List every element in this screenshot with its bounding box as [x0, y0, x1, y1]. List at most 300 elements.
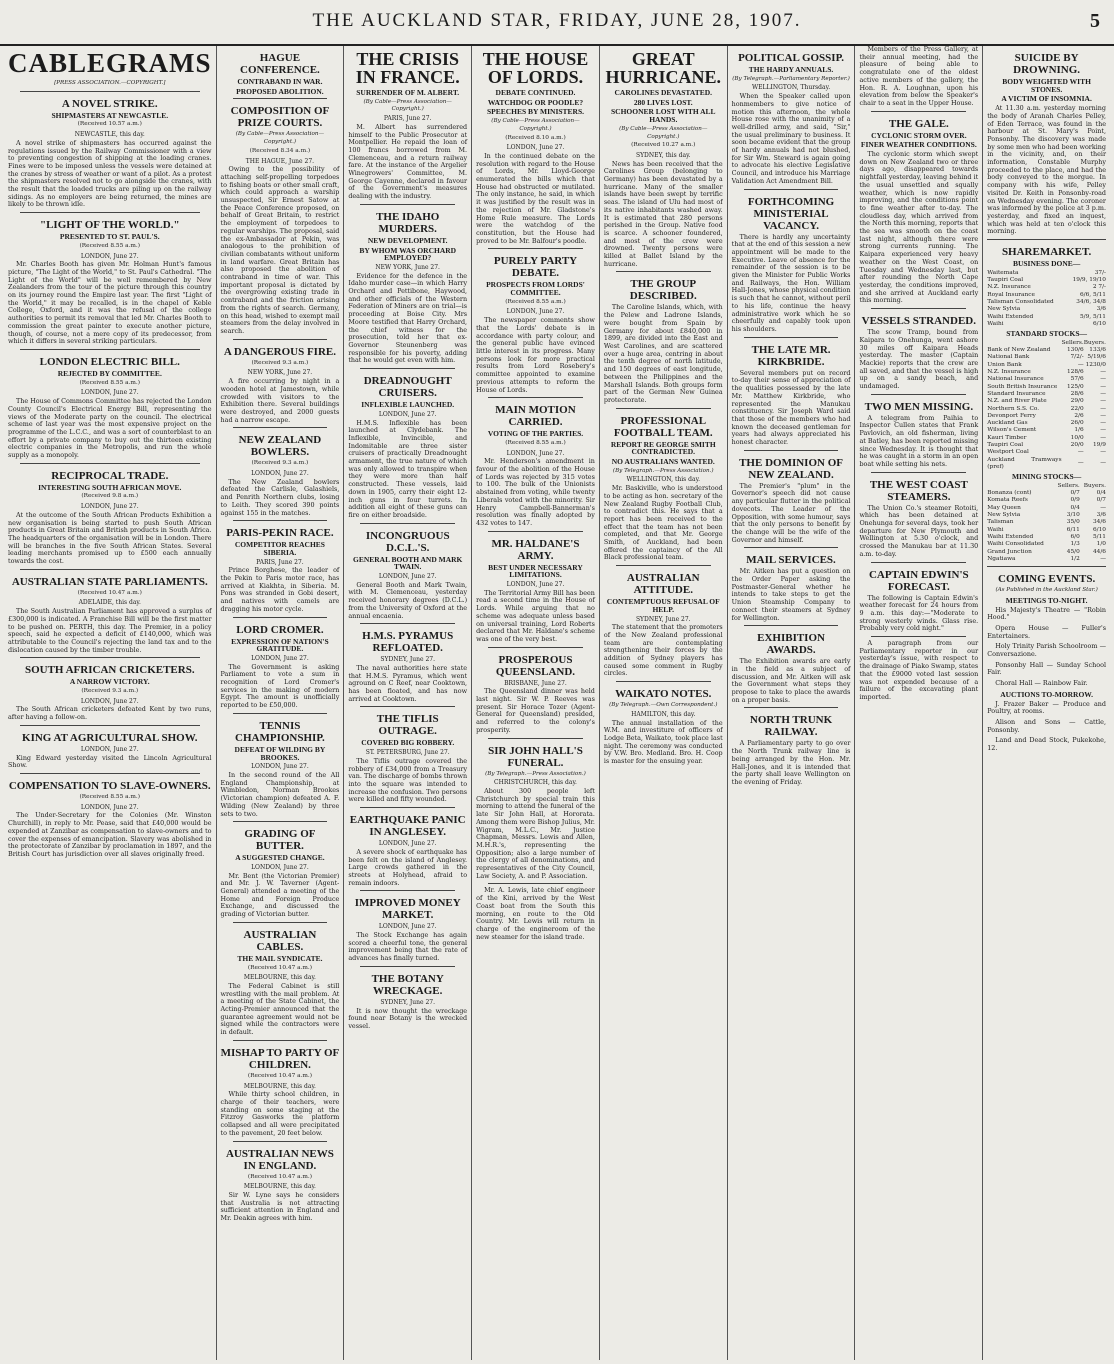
meetings-list: [987, 607, 1106, 688]
story-headline: THE TIFLIS OUTRAGE.: [376, 713, 439, 738]
story-headline: GREAT HURRICANE.: [605, 49, 722, 87]
news-story: [8, 349, 212, 460]
divider: [233, 713, 328, 714]
stock-name: Devonport Ferry: [987, 412, 1036, 419]
stock-price: 130/6: [1066, 347, 1084, 354]
divider: [987, 566, 1106, 567]
stock-price: 0/9: [1070, 497, 1080, 504]
story-headline: THE BOTANY WRECKAGE.: [371, 972, 444, 997]
news-story: [348, 523, 467, 621]
story-headline: AUSTRALIAN NEWS IN ENGLAND.: [225, 1147, 334, 1172]
list-item: Ponsonby Hall — Sunday School Fair.: [987, 660, 1106, 677]
story-received-time: (Received 9.8 a.m.): [81, 493, 139, 500]
story-body: The statement that the promoters of the New Zealand professional team are contemplating strengthening their forces by the addition of Sydney players has caused some comment in Rugby circles.: [603, 623, 723, 678]
story-body: The Government is asking Parliament to vote a sum in recognition of Lord Cromer's services in the making of modern Egypt. The amount is unofficially reported to be £50,000.: [220, 662, 340, 710]
story-subheading: A VICTIM OF INSOMNIA.: [1001, 94, 1092, 104]
story-received-time: (Received 8.55 a.m.): [79, 794, 141, 800]
table-row: [987, 321, 1106, 328]
story-subheading: THE HARDY ANNUALS.: [748, 65, 834, 74]
story-headline: AUSTRALIAN CABLES.: [243, 928, 317, 953]
divider: [871, 472, 966, 473]
news-story: [221, 427, 340, 517]
list-item: Land and Dead Stock, Pukekohe, 12.: [987, 736, 1106, 753]
divider: [20, 463, 200, 464]
divider: [488, 738, 583, 739]
table-row: [987, 442, 1106, 449]
story-subheading: BEST UNDER NECESSARY LIMITATIONS.: [488, 562, 583, 580]
story-headline: EARTHQUAKE PANIC IN ANGLESEY.: [349, 814, 466, 839]
news-story: [348, 368, 467, 520]
story-body: The annual installation of the W.M. and investiture of officers of Lodge Beta, Waikato, took place last night. The ceremony was conducted by V.W. Bro. Medland. Bro. H. Coop is master for the ensuing year.: [603, 718, 723, 766]
table-row: [987, 457, 1106, 472]
story-subheading: NO AUSTRALIANS WANTED.: [611, 457, 715, 467]
news-story: [348, 623, 467, 703]
stock-price: 0/4: [1096, 490, 1106, 497]
story-subheading: EXPRESSION OF NATION'S GRATITUDE.: [231, 636, 329, 654]
story-body: When the Speaker called upon honmembers to give notice of motion this afternoon, the whole House rose with the unanimity of a well-drilled army, and said, "Sir," the usual preliminary to business. It soon became evident that the group of hardy annuals had not blushed, for Sir Wm. Steward is again going to advocate his elective Legislative Council, and introduce his Marriage Validation Act Amendment Bill.: [731, 92, 851, 185]
story-body: The scow Tramp, bound from Kaipara to Onehunga, went ashore 30 miles off Kaipara Heads yesterday. The master (Captain Mackie) reports that the crew are all saved, and that the vessel is high up on a sandy beach, and undamaged.: [859, 328, 979, 391]
story-headline: POLITICAL GOSSIP.: [738, 52, 845, 64]
stock-price: —: [1100, 383, 1106, 390]
table-row: [987, 541, 1106, 548]
story-dateline: LONDON, June 27.: [80, 389, 139, 397]
news-story: [859, 46, 978, 108]
story-body: M. Albert has surrendered himself to the Public Prosecutor at Montpellier. He repaid the loan of 100 francs borrowed from M. Clemenceau, and a return railway fare. At the instance of the Argelier Winegrowers' Committee, M. George Cayenne, declared in favour of the Government's measures dealing with the industry.: [348, 122, 468, 201]
story-body: A telegram from Paihia to Inspector Cullen states that Frank Pavlovich, an old fisherman, living at Batley, has been reported missing since Wednesday. It is thought that he was caught in a storm in an open boat while setting his nets.: [859, 413, 979, 468]
story-headline: PROFESSIONAL FOOTBALL TEAM.: [613, 414, 713, 439]
stock-name: Bonanza (cont): [987, 490, 1032, 497]
news-story: [221, 617, 340, 710]
stock-price: —: [1100, 449, 1106, 456]
table-row: [987, 549, 1106, 556]
divider: [744, 189, 839, 190]
column-header: [987, 340, 1061, 347]
news-story: [476, 248, 595, 394]
stock-name: Royal Insurance: [987, 291, 1035, 298]
divider: [488, 248, 583, 249]
news-story: [8, 98, 212, 209]
press-credit: [PRESS ASSOCIATION.—COPYRIGHT.]: [54, 80, 166, 86]
story-list: [8, 98, 212, 859]
divider: [488, 397, 583, 398]
stock-price: 3/10: [1066, 512, 1080, 519]
story-received-time: (Received 9.3 a.m.): [251, 359, 309, 366]
divider: [360, 807, 455, 808]
story-subheading: FINER WEATHER CONDITIONS.: [860, 140, 977, 150]
story-list: [987, 52, 1106, 236]
story-list: [348, 50, 467, 1031]
story-received-time: (Received 9.3 a.m.): [81, 688, 139, 695]
story-dateline: MELBOURNE, this day.: [243, 974, 316, 982]
divider: [616, 565, 711, 566]
story-body: The Territorial Army Bill has been read a second time in the House of Lords. While arguing that no scheme was adequate unless based on universal training, Lord Roberts declared that Mr. Haldane's scheme was one of the very best.: [476, 588, 595, 643]
story-body: The South African cricketers defeated Kent by two runs, after having a follow-on.: [8, 705, 212, 722]
news-story: [8, 569, 212, 655]
story-subheading: BY WHOM WAS ORCHARD EMPLOYED?: [359, 245, 457, 263]
news-story: [859, 308, 978, 391]
sharemarket-section: [987, 239, 1106, 563]
story-dateline: LONDON, June 27.: [378, 410, 437, 418]
news-story: [604, 50, 723, 268]
stock-price: 0/7: [1070, 490, 1080, 497]
story-received-time: (Received 10.27 a.m.): [631, 142, 696, 149]
news-story: [859, 472, 978, 559]
story-subheading: REJECTED BY COMMITTEE.: [57, 368, 162, 378]
story-body: About 300 people left Christchurch by special train this morning to attend the funeral of the late Sir John Hall, at Hororata. Among them were Bishop Julius, Mr. Wigram, M.L.C., Mr. Justice Chapman, Messrs. Lewis and Allen, M.H.R.'s, representing the Opposition; also a large number of the clergy of all denominations, and representatives of the City Council, Law Society, A. and P. Association.: [476, 787, 595, 880]
news-story: [859, 394, 978, 469]
stock-price: 22/0: [1070, 405, 1084, 412]
stock-price: 1/6: [1074, 427, 1084, 434]
story-headline: LONDON ELECTRIC BILL.: [39, 355, 180, 368]
story-dateline: CHRISTCHURCH, this day.: [494, 779, 577, 787]
stock-price: 57/6: [1070, 376, 1084, 383]
story-headline: LORD CROMER.: [236, 623, 324, 636]
story-subheading: A NARROW VICTORY.: [69, 677, 150, 687]
stock-price: 6/6, 5/11: [1079, 291, 1106, 298]
story-subheading: PRESENTED TO ST. PAUL'S.: [59, 232, 160, 242]
divider: [360, 706, 455, 707]
story-body: Members of the Press Gallery, at their annual meeting, had the pleasure of being able to congratulate one of the oldest active members of the gallery, the Hon. R. A. Loughnan, upon his elevation from below the Speaker's chair to a seat in the Upper House.: [859, 45, 979, 107]
story-body: Evidence for the defence in the Idaho murder case—in which Harry Orchard and Pettibone, Haywood, and other officials of the Western Federation of Miners are on trial—is proceeding at Boise City. Mrs Moore testified that Harry Orchard, the chief witness for the prosecution, told her that ex-Governor Steunenberg was responsible for his poverty, adding that he would get even with him.: [348, 271, 468, 365]
stock-name: Auckland Gas: [987, 420, 1028, 427]
table-row: [987, 306, 1106, 313]
divider: [233, 617, 328, 618]
list-item: Opera House — Fuller's Entertainers.: [987, 623, 1106, 640]
story-headline: HAGUE CONFERENCE.: [240, 52, 320, 76]
story-headline: RECIPROCAL TRADE.: [51, 469, 169, 482]
story-received-time: (Received 8.34 a.m.): [249, 147, 311, 154]
stock-name: Waihi: [987, 320, 1004, 327]
stock-price: —: [1100, 405, 1106, 412]
divider: [871, 394, 966, 395]
stock-price: 20/0: [1070, 442, 1084, 448]
story-dateline: WELLINGTON, this day.: [626, 476, 701, 484]
list-item: Choral Hall — Rainbow Fair.: [995, 679, 1088, 688]
story-body: The following is Captain Edwin's weather forecast for 24 hours from 9 a.m. this day:—"Moderate to strong westerly winds. Glass rise. Probably very cold night.": [859, 593, 979, 633]
stock-price: —: [1077, 460, 1084, 467]
news-story: [859, 111, 978, 305]
news-story: [8, 725, 212, 770]
story-received-time: (Received 10.47 a.m.): [247, 1072, 313, 1079]
story-credit: (By Cable—Press Association—Copyright.): [235, 131, 325, 146]
news-story: [8, 212, 212, 346]
cablegrams-title: CABLEGRAMS: [8, 48, 212, 78]
story-headline: VESSELS STRANDED.: [861, 315, 976, 328]
column-5: [600, 46, 728, 1360]
story-dateline: THE HAGUE, June 27.: [245, 157, 315, 165]
stock-name: Bank of New Zealand: [987, 347, 1051, 354]
story-headline: THE CRISIS IN FRANCE.: [355, 49, 460, 87]
story-dateline: PARIS, June 27.: [383, 115, 432, 123]
story-headline: WAIKATO NOTES.: [615, 688, 712, 701]
story-body: There is hardly any uncertainty that at the end of this session a new appointment will be made to the Executive. Leave of absence for the remainder of the session is to be given the Minister for Public Works and Railways, the Hon. William Hall-Jones, whose physical condition is such that he cannot, without peril to his life, continue the heavy administrative work which he so cheerfully and capably took upon his shoulders.: [731, 232, 851, 333]
story-body: The newspaper comments show that the Lords' debate is in accordance with party colour, and the general public have evinced little interest in its progress. Many persons look for more practical results from Lord Rosebery's committee appointed to examine previous attempts to reform the House of Lords.: [476, 316, 595, 394]
news-story: [348, 890, 467, 963]
story-body: General Booth and Mark Twain, with M. Clemenceau, yesterday received honorary degrees (D.C.L.) from the University of Oxford at the annual encaenia.: [348, 580, 468, 620]
stock-price: 1/3: [1070, 541, 1080, 548]
stock-price: 6/10: [1092, 526, 1106, 533]
news-story: [476, 50, 595, 245]
table-row: [987, 391, 1106, 398]
divider: [987, 239, 1106, 240]
story-dateline: SYDNEY, this day.: [635, 151, 691, 159]
story-credit: (By Cable—Press Association—Copyright.): [491, 118, 580, 132]
list-item: Holy Trinity Parish Schoolroom — Conversazione.: [987, 642, 1106, 659]
story-received-time: (Received 10.47 a.m.): [77, 589, 142, 596]
story-subheading: INFLEXIBLE LAUNCHED.: [361, 400, 455, 410]
business-done-label: BUSINESS DONE—: [1012, 259, 1081, 269]
story-headline: H.M.S. PYRAMUS REFLOATED.: [362, 630, 454, 655]
story-credit: (By Telegraph.—Press Association.): [485, 770, 586, 777]
news-story: [221, 339, 340, 425]
story-body: Mr. A. Lewis, late chief engineer of the Kini, arrived by the West Coast boat from the South this morning, en route to the Old Country. Mr. Lewis will return in charge of the engineroom of the new steamer for the island trade.: [476, 886, 595, 941]
stock-price: —: [1077, 449, 1084, 456]
table-row: [987, 406, 1106, 413]
table-row: [987, 505, 1106, 512]
story-headline: COMPOSITION OF PRIZE COURTS.: [230, 105, 330, 130]
story-body: Prince Borghese, the leader of the Pekin to Paris motor race, has arrived at Kiakhta, in Siberia. M. Pons was stranded in Gobi desert, and natives with camels are dragging his motor cycle.: [220, 566, 340, 613]
story-dateline: LONDON, June 27.: [378, 573, 437, 581]
divider: [233, 1040, 328, 1041]
news-story: [348, 966, 467, 1031]
story-headline: THE LATE MR. KIRKBRIDE.: [751, 343, 831, 368]
divider: [744, 450, 839, 451]
business-table: [987, 270, 1106, 328]
news-story: [348, 204, 467, 365]
stock-price: 34/6: [1092, 519, 1106, 526]
stock-name: Komata Reefs: [987, 497, 1028, 504]
story-dateline: ADELAIDE, this day.: [78, 599, 141, 607]
stock-name: National Bank: [987, 354, 1030, 361]
story-dateline: LONDON, June 27.: [80, 503, 139, 511]
stock-price: —: [1100, 369, 1106, 376]
news-story: [604, 565, 723, 678]
table-row: [987, 270, 1106, 277]
divider: [233, 98, 328, 99]
story-headline: SOUTH AFRICAN CRICKETERS.: [24, 664, 195, 677]
stock-name: Westport Coal: [987, 449, 1029, 456]
coming-events-note: (As Published in the Auckland Star.): [995, 587, 1098, 594]
coming-events-section: [987, 566, 1106, 753]
news-story: [221, 1040, 340, 1138]
story-subheading: THE MAIL SYNDICATE.: [237, 953, 323, 963]
divider: [360, 966, 455, 967]
news-story: [732, 707, 851, 786]
story-subheading: PROSPECTS FROM LORDS' COMMITTEE.: [486, 280, 585, 298]
column-2: [217, 46, 345, 1360]
story-dateline: BRISBANE, June 27.: [504, 679, 567, 687]
story-body: The House of Commons Committee has rejected the London County Council's Electrical Energy Bill, representing the views of the Moderate party on the council. The electrical scheme of last year was the most expensive project on the programme of the L.C.C., and was a sort of counterblast to an effort by a private company to buy out the thirteen existing electric companies in the Metropolis, and run the whole supply as a monopoly.: [8, 397, 212, 460]
stock-price: 45/0: [1066, 548, 1080, 555]
story-headline: A NOVEL STRIKE.: [61, 97, 158, 110]
news-story: [221, 52, 340, 95]
story-headline: "LIGHT OF THE WORLD.": [39, 219, 180, 232]
story-received-time: (Received 10.57 a.m.): [77, 121, 142, 128]
stock-price: —: [1100, 420, 1106, 427]
table-row: [987, 420, 1106, 427]
story-headline: GRADING OF BUTTER.: [244, 828, 316, 853]
column-header: Buyers.: [1083, 339, 1106, 346]
stock-price: 125/0: [1066, 383, 1084, 390]
story-body: Owing to the possibility of attaching self-propelling torpedoes to fishing boats or other small craft, which could approach a warship unsuspected, Sir Ernest Satow at the Peace Conference proposed, on behalf of Great Britain, to restrict the employment of torpedoes to regular warships. The proposal, said the ex-Ambassador at Pekin, was analogous to the prohibition of civilian combatants without uniform in land warfare. Great Britain has also proposed the abolition of contraband in time of war. This important proposal is dictated by the overgrowing existing trade in contraband and the friction arising from the rights of search. Germany, on this head, wished to exempt mail steamers from the delay involved in search.: [220, 165, 340, 335]
story-received-time: (Received 8.55 a.m.): [79, 379, 141, 386]
story-dateline: LONDON, June 27.: [251, 654, 309, 662]
stock-price: 3/6: [1096, 306, 1106, 313]
news-story: [8, 773, 212, 859]
story-body: The Queensland dinner was held last night. Sir W. P. Reeves was present. Sir Horace Tozer (Agent-General for Queensland) presided, and referred to the colony's prosperity.: [476, 687, 595, 734]
stock-price: —: [1100, 390, 1106, 397]
standard-stocks-table: [987, 340, 1106, 471]
news-story: [476, 738, 595, 881]
story-body: The Caroline Islands, which, with the Pelew and Ladrone Islands, were bought from Spain by Germany for about £840,000 in 1899, are divided into the East and West Carolines, and are scattered over a huge area, centring in about the tenth degree of north latitude, and 150 degrees of east longitude, between the Philippines and the Marshall Islands. Both groups form part of the German New Guinea protectorate.: [603, 303, 723, 404]
news-story: [732, 337, 851, 447]
news-story: [8, 463, 212, 566]
story-headline: AUSTRALIAN ATTITUDE.: [626, 572, 700, 597]
list-item: His Majesty's Theatre — "Robin Hood.": [987, 605, 1106, 622]
stock-name: Waihi: [987, 526, 1004, 533]
news-story: [732, 450, 851, 545]
list-item: J. Frazer Baker — Produce and Poultry, at rooms.: [987, 699, 1106, 716]
story-subheading: CAROLINES DEVASTATED.: [614, 88, 713, 97]
column-4: [472, 46, 600, 1360]
story-body: In the second round of the All England Championship, at Wimbledon, Norman Brookes (Victorian champion) defeated A. F. Wilding (New Zealand) by three sets to two.: [220, 771, 340, 818]
story-dateline: LONDON, June 27.: [378, 923, 437, 931]
stock-name: New Sylvia: [987, 306, 1021, 313]
stock-name: Grand Junction: [987, 548, 1032, 555]
table-row: [987, 384, 1106, 391]
story-headline: TENNIS CHAMPIONSHIP.: [235, 719, 325, 744]
stock-price: 128/6: [1066, 369, 1084, 376]
divider: [20, 725, 200, 726]
story-headline: AUSTRALIAN STATE PARLIAMENTS.: [11, 575, 208, 588]
table-row: [987, 512, 1106, 519]
story-credit: (By Cable—Press Association—Copyright.): [363, 98, 452, 113]
column-8: [983, 46, 1110, 1360]
story-body: The Union Co.'s steamer Rotoiti, which has been detained at Onehunga for several days, took her departure for New Plymouth and Wellington at 5.30 o'clock, and crossed the Manukau bar at 11.30 a.m. to-day.: [859, 503, 979, 558]
story-headline: THE HOUSE OF LORDS.: [482, 49, 589, 87]
stock-price: 29/0: [1070, 398, 1084, 405]
story-received-time: (Received 10.47 a.m.): [247, 1173, 313, 1180]
story-headline: PARIS-PEKIN RACE.: [226, 527, 334, 540]
table-row: [987, 449, 1106, 456]
story-headline: A DANGEROUS FIRE.: [223, 345, 336, 358]
story-body: At 11.30 a.m. yesterday morning the body of Aranah Charles Pelley, of Eden Terrace, was found in the harbour at St. Mary's Point, Ponsonby. The discovery was made by some men who had been working in the vicinity, and, on their information, Constable Murphy proceeded to the place, and had the body conveyed to the morgue. In company with his wife, Pelley visited Dr. Keith in Ponsonby-road on Wednesday evening. The coroner was informed by the police at 3 p.m. yesterday, and fixed an inquest, which was held at ten o'clock this morning.: [987, 104, 1106, 236]
story-credit: (By Telegraph.—Own Correspondent.): [609, 702, 718, 709]
divider: [233, 520, 328, 521]
divider: [616, 271, 711, 272]
table-row: [987, 534, 1106, 541]
masthead: [0, 0, 1114, 46]
story-dateline: HAMILTON, this day.: [631, 710, 696, 718]
story-headline: THE DOMINION OF NEW ZEALAND.: [739, 456, 843, 481]
stock-name: New Sylvia: [987, 512, 1021, 519]
mining-stocks-table: [987, 483, 1106, 563]
news-story: [221, 1141, 340, 1223]
divider: [360, 623, 455, 624]
table-row: [987, 435, 1106, 442]
story-headline: TWO MEN MISSING.: [864, 400, 974, 413]
story-subheading: COVERED BIG ROBBERY.: [361, 738, 455, 748]
story-subheading: INTERESTING SOUTH AFRICAN MOVE.: [38, 482, 182, 492]
story-credit: (By Cable—Press Association—Copyright.): [619, 125, 708, 140]
story-dateline: LONDON, June 27.: [251, 863, 309, 871]
stock-price: 133/6: [1089, 347, 1106, 354]
stock-price: —: [1100, 412, 1106, 419]
story-body: Mr. Henderson's amendment in favour of the abolition of the House of Lords was rejected by 315 votes to 100. The bulk of the Unionists abstained from voting, while twenty Liberals voted with the minority. Sir Henry Campbell-Bannerman's resolution was finally adopted by 432 votes to 147.: [476, 457, 595, 527]
story-subheading: PROPOSED ABOLITION.: [236, 86, 324, 96]
sharemarket-heading: SHAREMARKET.: [1001, 246, 1092, 259]
story-headline: FORTHCOMING MINISTERIAL VACANCY.: [747, 195, 835, 232]
story-dateline: LONDON, June 27.: [506, 144, 565, 152]
table-row: [987, 362, 1106, 369]
story-list: [604, 50, 723, 766]
stock-name: Kauri Timber: [987, 434, 1027, 441]
divider: [488, 531, 583, 532]
standard-stocks-label: STANDARD STOCKS—: [1006, 329, 1087, 339]
story-dateline: LONDON, June 27.: [506, 449, 565, 457]
story-subheading: WATCHDOG OR POODLE?: [487, 97, 584, 107]
story-subheading: A SUGGESTED CHANGE.: [235, 853, 325, 863]
story-dateline: PARIS, June 27.: [256, 558, 304, 566]
stock-price: 5/9, 5/11: [1079, 313, 1106, 320]
story-dateline: SYDNEY, June 27.: [635, 615, 691, 623]
news-story: [221, 98, 340, 335]
divider: [744, 547, 839, 548]
story-body: Several members put on record to-day their sense of appreciation of the qualities possessed by the late Mr. Matthew Kirkbride, who represented the Manukau constituency. Sir Joseph Ward said that those of the members who had known the deceased gentleman for years had always appreciated his honest character.: [731, 368, 851, 447]
stock-price: —: [1100, 555, 1106, 562]
stock-name: Talisman Consolidated: [987, 298, 1054, 305]
story-body: King Edward yesterday visited the Lincoln Agricultural Show.: [8, 753, 212, 770]
divider: [360, 204, 455, 205]
auctions-label: AUCTIONS TO-MORROW.: [1000, 689, 1093, 699]
news-story: [732, 189, 851, 334]
story-dateline: SYDNEY, June 27.: [380, 656, 436, 664]
story-headline: COMPENSATION TO SLAVE-OWNERS.: [8, 780, 211, 792]
story-body: The Exhibition awards are early in the field as a subject of discussion, and Mr. Aitken will ask the Government what steps they propose to take to place the awards on a proper basis.: [731, 657, 851, 704]
story-credit: (By Telegraph.—Parliamentary Reporter.): [732, 75, 850, 82]
divider: [744, 625, 839, 626]
news-story: [987, 52, 1106, 236]
story-body: It is now thought the wreckage found near Botany is the wrecked vessel.: [348, 1006, 468, 1030]
story-received-time: (Received 10.47 a.m.): [247, 964, 313, 971]
stock-price: 2 7/-: [1092, 284, 1106, 291]
stock-price: 10/0: [1070, 434, 1084, 441]
story-subheading: REPORT RE GEORGE SMITH CONTRADICTED.: [610, 439, 716, 457]
divider: [744, 707, 839, 708]
stock-price: 6/10: [1092, 320, 1106, 327]
news-story: [732, 52, 851, 186]
stock-name: N.Z. Insurance: [987, 369, 1031, 376]
story-headline: INCONGRUOUS D.C.L.'S.: [365, 529, 450, 554]
divider: [616, 681, 711, 682]
stock-price: —: [1100, 434, 1106, 441]
table-row: [987, 347, 1106, 354]
divider: [871, 562, 966, 563]
story-subheading: 280 LIVES LOST.: [633, 97, 693, 107]
table-row: [987, 497, 1106, 504]
table-row: [987, 519, 1106, 526]
story-dateline: LONDON, June 27.: [80, 745, 139, 753]
divider: [20, 773, 200, 774]
story-dateline: LONDON, June 27.: [506, 581, 565, 589]
divider: [616, 408, 711, 409]
divider: [488, 883, 583, 884]
story-headline: DREADNOUGHT CRUISERS.: [363, 375, 452, 400]
story-subheading: CYCLONIC STORM OVER.: [871, 130, 967, 140]
stock-price: 35/0: [1066, 519, 1080, 526]
divider: [233, 1141, 328, 1142]
column-3: [344, 46, 472, 1360]
